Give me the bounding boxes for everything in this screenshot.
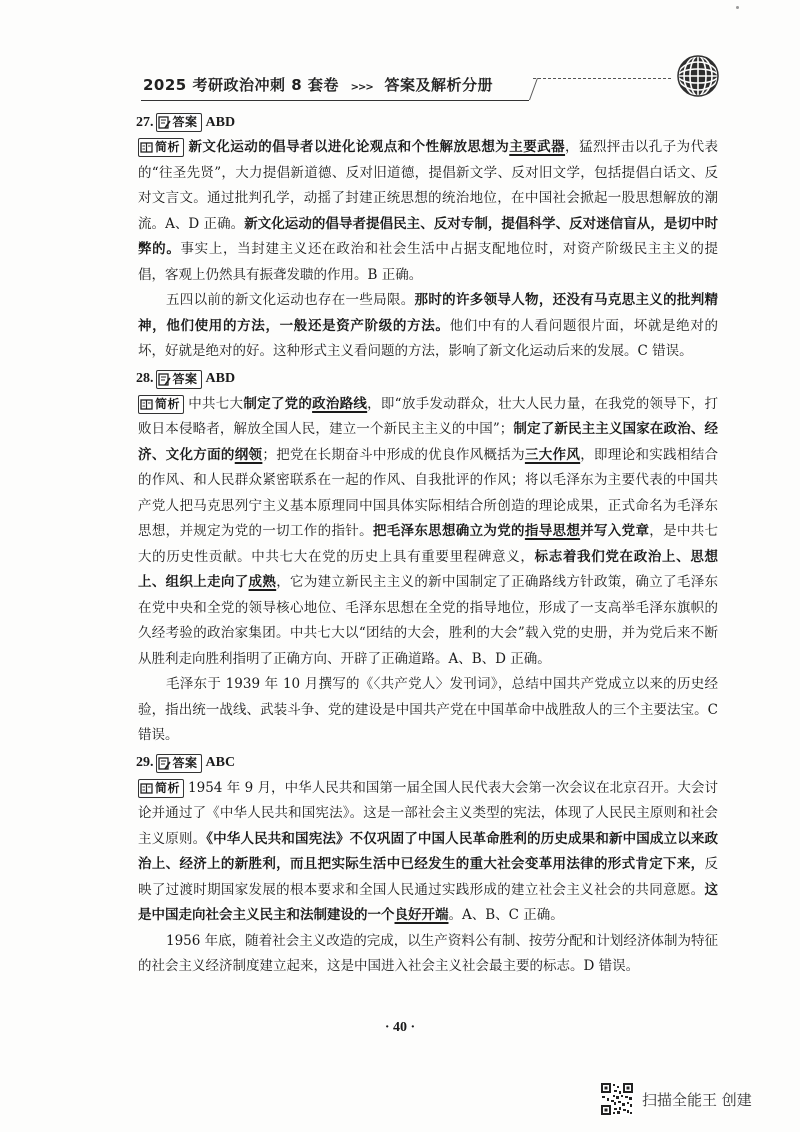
- explanation-paragraph: [138, 929, 718, 980]
- analysis-badge-label: 简析: [155, 780, 181, 795]
- body-text: 1954 年 9 月，中华人民共和国第一届全国人民代表大会第一次会议在北京召开。大会讨论并通过了《中华人民共和国宪法》。这是一部社会主义类型的宪法，体现了人民民主原则和社会主义原则。: [138, 779, 718, 847]
- key-term-emphasis: [525, 523, 580, 539]
- key-term-emphasis: [395, 907, 449, 923]
- key-term-emphasis: [525, 447, 580, 463]
- body-text: 他们中有的人看问题很片面，坏就是绝对的坏，好就是绝对的好。这种形式主义看问题的方法，影响了新文化运动后来的发展。C 错误。: [138, 317, 719, 359]
- answer-badge: [156, 370, 202, 389]
- question-block: [138, 367, 718, 749]
- body-text: 事实上，当封建主义还在政治和社会生活中占据支配地位时，对资产阶级民主主义的提倡，客观上仍然具有振聋发聩的作用。B 正确。: [138, 241, 719, 283]
- header-title-line: [143, 74, 493, 95]
- key-term: 指导思想: [524, 523, 581, 539]
- emphasized-text: 并写入党章: [580, 523, 650, 539]
- scanner-watermark: 扫描全能王 创建: [642, 1091, 752, 1109]
- analysis-badge-label: 简析: [155, 396, 181, 411]
- key-term: 纲领: [234, 446, 263, 463]
- answer-badge-label: 答案: [172, 371, 198, 386]
- key-term-emphasis: [509, 139, 565, 155]
- emphasized-text: 这是中国走向社会主义民主和法制建设的一个: [138, 881, 718, 923]
- explanation-paragraph: [138, 672, 718, 749]
- body-text: 毛泽东于 1939 年 10 月撰写的《〈共产党人〉发刊词》，总结中国共产党成立以来的历史经验，指出统一战线、武装斗争、党的建设是中国共产党在中国革命中战胜敌人的三个主要法宝。C 错误。: [138, 676, 718, 743]
- pencil-icon: [158, 373, 171, 386]
- analysis-badge: [138, 779, 184, 798]
- body-text: 。A、B、C 正确。: [448, 907, 564, 923]
- header-subtitle: 答案及解析分册: [384, 76, 493, 94]
- header-arrows: >>>: [350, 82, 373, 93]
- emphasized-text: 制定了党的: [243, 395, 313, 412]
- key-term-emphasis: [235, 447, 263, 463]
- book-icon: [140, 782, 153, 795]
- answer-badge: [156, 754, 202, 773]
- book-icon: [140, 141, 153, 154]
- key-term: 良好开端: [394, 907, 449, 923]
- answer-content: [138, 108, 718, 980]
- header-dashed-line: [533, 78, 671, 101]
- body-text: ，是中共七大的历史性贡献。中共七大在党的历史上具有重要里程碑意义，: [138, 523, 719, 565]
- key-term: 政治路线: [312, 395, 368, 412]
- key-term: 三大作风: [524, 446, 581, 463]
- analysis-badge-label: 简析: [155, 140, 181, 154]
- body-text: ，即理论和实践相结合的作风、和人民群众紧密联系在一起的作风、自我批评的作风；将以毛泽东为主要代表的中国共产党人把马克思列宁主义基本原理同中国具体实际相结合所创造的理论成果，正式命名为毛泽东思想，并规定为党的一切工作的指针。: [138, 446, 719, 539]
- question-block: [138, 751, 718, 980]
- emphasized-text: 那时的许多领导人物，还没有马克思主义的批判精神，他们使用的方法，一般还是资产阶级的方法。: [138, 292, 719, 334]
- pencil-icon: [158, 116, 171, 129]
- answer-badge-label: 答案: [172, 755, 198, 770]
- question-number: 27.: [136, 114, 154, 130]
- page-number: · 40 ·: [384, 1020, 416, 1035]
- answer-choices: ABC: [205, 755, 236, 771]
- question-header: [138, 751, 718, 776]
- emphasized-text: 新文化运动的倡导者以进化论观点和个性解放思想为: [188, 139, 510, 155]
- body-text: ，即“放手发动群众，壮大人民力量，在我党的领导下，打败日本侵略者，解放全国人民，建立一个新民主主义的中国”；: [138, 395, 719, 437]
- key-term: 主要武器: [509, 139, 566, 155]
- body-text: ；把党在长期奋斗中形成的优良作风概括为: [262, 446, 525, 463]
- answer-badge-label: 答案: [172, 115, 198, 129]
- body-text: 1956 年底，随着社会主义改造的完成，以生产资料公有制、按劳分配和计划经济体制为特征的社会主义经济制度建立起来，这是中国进入社会主义社会最主要的标志。D 错误。: [138, 932, 718, 974]
- answer-badge: [156, 113, 202, 132]
- answer-choices: ABD: [205, 114, 236, 130]
- scan-speck: [736, 6, 739, 9]
- body-text: ，它为建立新民主主义的新中国制定了正确路线方针政策，确立了毛泽东在党中央和全党的领导核心地位、毛泽东思想在全党的指导地位，形成了一支高举毛泽东旗帜的久经考验的政治家集团。中共七大以“团结的大会，胜利的大会”载入党的史册，并为党后来不断从胜利走向胜利指明了正确方向、开辟了正确道路。A、B、D 正确。: [138, 574, 719, 667]
- emphasized-text: 新文化运动的倡导者提倡民主、反对专制，提倡科学、反对迷信盲从，是切中时弊的。: [138, 215, 719, 257]
- key-term-emphasis: [312, 396, 367, 412]
- header-rule: [141, 100, 529, 101]
- answer-choices: ABD: [205, 371, 236, 387]
- analysis-badge: [138, 138, 184, 157]
- emphasized-text: 标志着我们党在政治上、思想上、组织上走向了: [138, 548, 719, 590]
- analysis-paragraph: [138, 135, 718, 288]
- question-number: 29.: [136, 755, 154, 771]
- emphasized-text: 制定了新民主主义国家在政治、经济、文化方面的: [138, 421, 718, 463]
- analysis-paragraph: [138, 776, 718, 929]
- emphasized-text: 《中华人民共和国宪法》不仅巩固了中国人民革命胜利的历史成果和新中国成立以来政治上、经济上的新胜利，而且把实际生活中已经发生的重大社会变革用法律的形式肯定下来，: [138, 830, 719, 872]
- pencil-icon: [158, 757, 171, 770]
- qr-code-icon: [600, 1082, 634, 1116]
- analysis-paragraph: [138, 392, 718, 673]
- header-book-title: 2025 考研政治冲刺 8 套卷: [143, 76, 339, 94]
- emphasized-text: 把毛泽东思想确立为党的: [372, 523, 525, 539]
- body-text: ，猛烈抨击以孔子为代表的“往圣先贤”，大力提倡新道德、反对旧道德，提倡新文学、反对旧文学，包括提倡白话文、反对文言文。通过批判孔学，动摇了封建正统思想的统治地位，在中国社会掀起一股思想解放的潮流。A、D 正确。: [138, 139, 719, 232]
- question-block: [138, 110, 718, 365]
- question-header: [138, 367, 718, 392]
- explanation-paragraph: [138, 288, 718, 365]
- book-icon: [140, 398, 153, 411]
- key-term-emphasis: [249, 574, 277, 590]
- question-header: [138, 110, 718, 135]
- question-number: 28.: [136, 371, 154, 387]
- analysis-badge: [138, 395, 184, 414]
- body-text: 中共七大: [188, 395, 244, 412]
- body-text: 五四以前的新文化运动也存在一些局限。: [166, 292, 415, 308]
- page-header: [143, 70, 663, 100]
- key-term: 成熟: [248, 574, 277, 590]
- body-text: 反映了过渡时期国家发展的根本要求和全国人民通过实践形成的建立社会主义社会的共同意愿。: [138, 856, 718, 898]
- globe-icon: [676, 54, 720, 98]
